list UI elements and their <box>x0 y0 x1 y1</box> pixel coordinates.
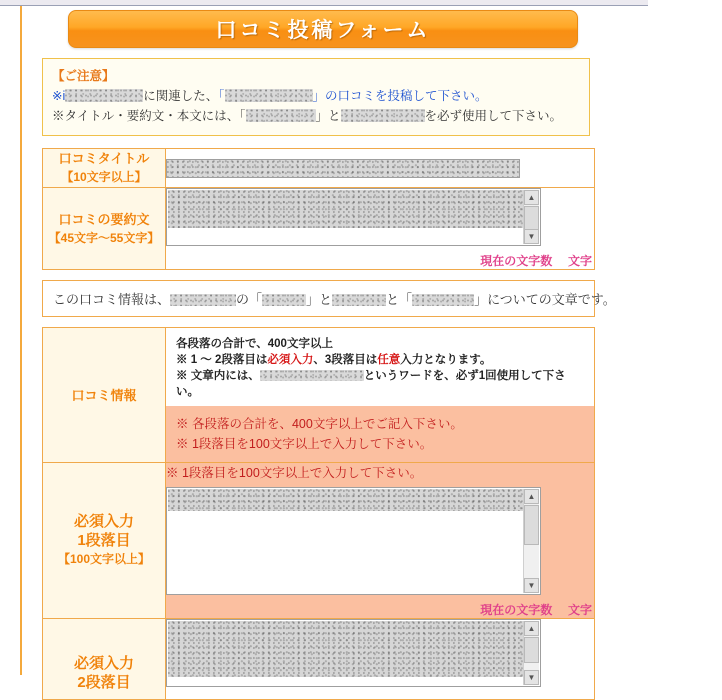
redacted-text <box>225 89 313 102</box>
notice-box <box>42 58 590 136</box>
review-info-warnings <box>166 406 594 462</box>
info-note3-b: というワードを、必ず1回使用して下さい。 <box>176 370 566 398</box>
form-table-top <box>42 148 595 270</box>
field-paragraph-2 <box>166 619 595 700</box>
sentence-part4: と「 <box>386 292 413 307</box>
redacted-textarea-content <box>168 489 524 511</box>
paragraph-1-char-counter <box>166 601 594 618</box>
info-note2-a: ※ 1 ～ 2段落目は <box>176 354 268 366</box>
sentence-part3: 」と <box>306 292 333 307</box>
notice-heading: 【ご注意】 <box>52 69 115 83</box>
label-review-title <box>43 149 166 188</box>
summary-char-counter <box>166 252 594 269</box>
label-paragraph-1-main: 1段落目 <box>77 532 131 549</box>
notice-line2-end: を必ず使用して下さい。 <box>424 109 563 123</box>
redacted-text <box>65 89 143 102</box>
info-note2-e: 入力となります。 <box>400 354 492 366</box>
form-table-body <box>42 327 595 700</box>
paragraph-1-counter-unit: 文字 <box>567 603 592 617</box>
paragraph-1-counter-label: 現在の文字数 <box>480 603 553 617</box>
info-note-2 <box>176 352 584 368</box>
sentence-part5: 」についての文章です。 <box>474 292 616 307</box>
page-title: 口コミ投稿フォーム <box>215 19 431 42</box>
paragraph-1-textarea[interactable] <box>166 487 541 595</box>
label-paragraph-1 <box>43 463 166 619</box>
paragraph-1-scrollbar[interactable] <box>523 489 539 593</box>
label-review-info <box>43 328 166 463</box>
redacted-text <box>260 370 364 381</box>
info-note2-b: 必須入力 <box>267 354 314 366</box>
table-row <box>43 328 595 463</box>
scroll-up-icon[interactable]: ▲ <box>524 190 539 205</box>
field-paragraph-1 <box>166 463 595 619</box>
label-review-summary-sub: 【45文字～55文字】 <box>48 230 160 245</box>
info-warning-2: ※ 1段落目を100文字以上で入力して下さい。 <box>176 437 433 451</box>
label-review-title-sub: 【10文字以上】 <box>61 170 147 184</box>
redacted-textarea-content <box>168 621 524 677</box>
paragraph-2-scrollbar[interactable] <box>523 621 539 685</box>
banner-wrapper <box>22 6 626 48</box>
paragraph-1-note: ※ 1段落目を100文字以上で入力して下さい。 <box>166 466 423 480</box>
redacted-text <box>262 294 306 306</box>
review-context-sentence <box>42 280 616 317</box>
scrollbar-thumb[interactable] <box>524 505 539 545</box>
label-review-summary-main: 口コミの要約文 <box>58 211 150 227</box>
redacted-text <box>412 294 474 306</box>
notice-line2-start: ※タイトル・要約文・本文には、「 <box>52 109 246 123</box>
info-note3-a: ※ 文章内には、 <box>176 370 260 382</box>
notice-line1-mid2: 」の口コミを投稿して下さい。 <box>312 89 488 103</box>
review-info-notes <box>166 328 594 406</box>
notice-line1-quote: 「 <box>218 89 225 103</box>
paragraph-2-textarea[interactable] <box>166 619 541 687</box>
notice-line-2 <box>52 106 580 126</box>
sentence-part1: この口コミ情報は、 <box>53 292 171 307</box>
field-review-title <box>166 149 595 188</box>
label-paragraph-2-main: 2段落目 <box>77 674 131 691</box>
info-note-1: 各段落の合計で、400文字以上 <box>176 338 333 350</box>
scroll-up-icon[interactable]: ▲ <box>524 621 539 636</box>
redacted-text <box>332 294 386 306</box>
label-paragraph-2-required: 必須入力 <box>73 655 134 672</box>
table-row <box>43 619 595 700</box>
info-note2-d: 任意 <box>377 354 401 366</box>
notice-line2-mid: 」と <box>315 109 341 123</box>
scroll-down-icon[interactable]: ▼ <box>524 670 539 685</box>
review-title-input[interactable] <box>166 159 520 178</box>
form-container <box>22 6 626 700</box>
form-title-banner <box>68 10 578 48</box>
label-review-summary <box>43 188 166 270</box>
label-paragraph-1-required: 必須入力 <box>73 513 134 530</box>
redacted-textarea-content <box>168 190 524 228</box>
scroll-down-icon[interactable]: ▼ <box>524 578 539 593</box>
scroll-up-icon[interactable]: ▲ <box>524 489 539 504</box>
page-content-area <box>0 6 648 691</box>
table-row <box>43 188 595 270</box>
redacted-text <box>170 294 236 306</box>
page-right-gutter <box>648 0 722 675</box>
label-review-info-main: 口コミ情報 <box>71 387 137 403</box>
scrollbar-thumb[interactable] <box>524 637 539 663</box>
info-note2-c: 、3段落目は <box>313 354 378 366</box>
notice-line1-prefix: ※i <box>52 89 66 103</box>
label-review-title-main: 口コミタイトル <box>58 151 150 166</box>
sentence-part2: の「 <box>236 292 263 307</box>
notice-line1-mid: に関連した、 <box>143 89 219 103</box>
scroll-down-icon[interactable]: ▼ <box>524 229 539 244</box>
review-summary-textarea[interactable] <box>166 188 541 246</box>
field-review-info <box>166 328 595 463</box>
table-row <box>43 149 595 188</box>
summary-counter-label: 現在の文字数 <box>480 254 553 268</box>
field-review-summary <box>166 188 595 270</box>
notice-line-1 <box>52 86 580 106</box>
label-paragraph-2 <box>43 619 166 700</box>
table-row <box>43 463 595 619</box>
info-note-3 <box>176 368 584 400</box>
page-left-border <box>0 6 22 675</box>
redacted-text <box>246 109 316 122</box>
notice-heading-line <box>52 66 580 86</box>
info-warning-1: ※ 各段落の合計を、400文字以上でご記入下さい。 <box>176 417 463 431</box>
summary-scrollbar[interactable] <box>523 190 539 244</box>
redacted-text <box>341 109 425 122</box>
summary-counter-unit: 文字 <box>567 254 592 268</box>
label-paragraph-1-sub: 【100文字以上】 <box>57 552 151 566</box>
